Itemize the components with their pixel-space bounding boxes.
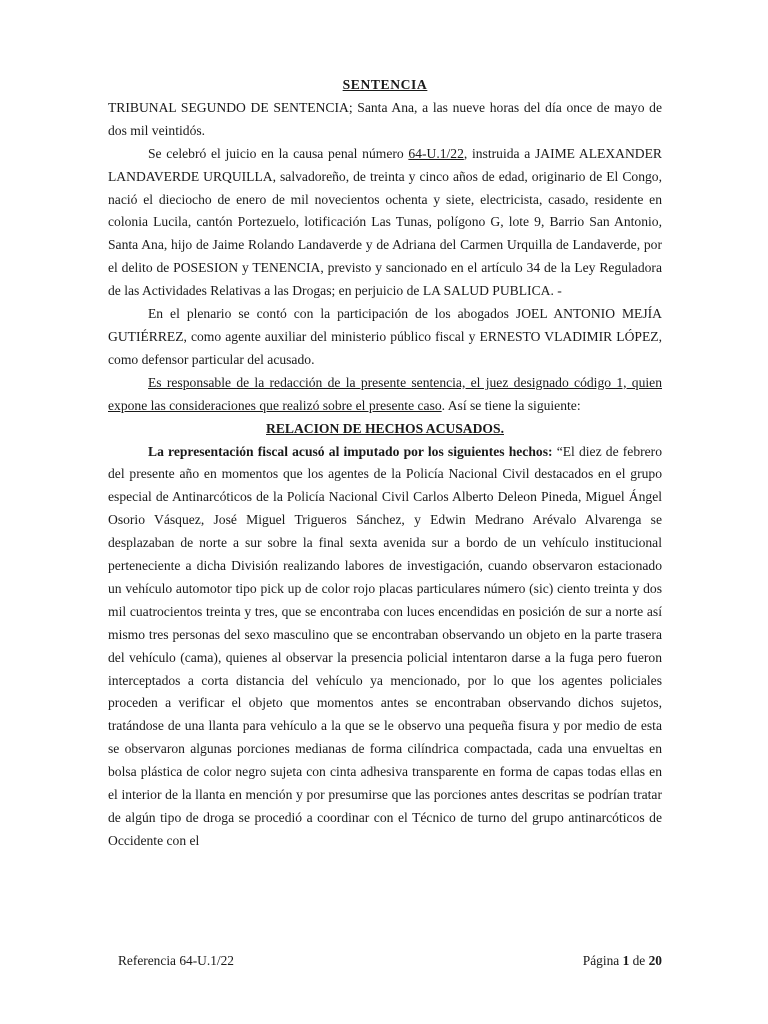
case-number: 64-U.1/22: [408, 145, 464, 161]
facts-lead: La representación fiscal acusó al imputado por los siguientes hechos:: [148, 443, 553, 459]
paragraph-responsible: [108, 372, 662, 418]
page-total: 20: [648, 953, 662, 968]
paragraph-case: [108, 143, 662, 303]
document-title: SENTENCIA: [342, 77, 428, 92]
paragraph-participants: En el plenario se contó con la participación de los abogados JOEL ANTONIO MEJÍA GUTIÉRREZ, como agente auxiliar del ministerio público fiscal y ERNESTO VLADIMIR LÓPEZ, como defensor particular del acusado.: [108, 306, 662, 367]
paragraph-facts: [108, 441, 662, 853]
paragraph-case-intro: Se celebró el juicio en la causa penal número: [148, 145, 409, 161]
document-body: [108, 74, 662, 853]
facts-body: “El diez de febrero del presente año en momentos que los agentes de la Policía Nacional Civil destacados en el grupo especial de Antinarcóticos de la Policía Nacional Civil Carlos Alberto Deleon Pineda, Miguel Ángel Osorio Vásquez, José Miguel Trigueros Sánchez, y Edwin Medrano Arévalo Alvarenga se desplazaban de norte a sur sobre la final sexta avenida sur a bordo de un vehículo institucional perteneciente a dicha División realizando labores de investigación, cuando observaron estacionado un vehículo automotor tipo pick up de color rojo placas particulares número (sic) ciento treinta y dos mil cuatrocientos treinta y tres, que se encontraba con luces encendidas en posición de sur a norte así mismo tres personas del sexo masculino que se encontraban observando un objeto en la parte trasera del vehículo (cama), quienes al observar la presencia policial intentaron darse a la fuga pero fueron interceptados a corta distancia del vehículo ya mencionado, por lo que los agentes policiales proceden a verificar el objeto que momentos antes se encontraban observando dichos sujetos, tratándose de una llanta para vehículo a la que se le observo una pequeña fisura y por medio de esta se observaron algunas porciones medianas de forma cilíndrica compactada, cada una envueltas en bolsa plástica de color negro sujeta con cinta adhesiva transparente en forma de capas todas ellas en el interior de la llanta en mención y por presumirse que las porciones antes descritas se podrían tratar de algún tipo de droga se procedió a coordinar con el Técnico de turno del grupo antinarcóticos de Occidente con el: [108, 443, 663, 848]
page-word: Página: [582, 953, 623, 968]
page-number: 1: [622, 953, 630, 968]
paragraph-case-body: , instruida a JAIME ALEXANDER LANDAVERDE URQUILLA, salvadoreño, de treinta y cinco años de edad, originario de El Congo, nació el dieciocho de enero de mil novecientos ochenta y siete, electricista, casado, residente en colonia Lucila, cantón Portezuelo, lotificación Las Tunas, polígono G, lote 9, Barrio San Antonio, Santa Ana, hijo de Jaime Rolando Landaverde y de Adriana del Carmen Urquilla de Landaverde, por el delito de POSESION y TENENCIA, previsto y sancionado en el artículo 34 de la Ley Reguladora de las Actividades Relativas a las Drogas; en perjuicio de LA SALUD PUBLICA. -: [108, 145, 662, 299]
page-footer: [118, 953, 662, 969]
page-of: de: [629, 953, 649, 968]
page-indicator: [583, 953, 662, 969]
paragraph-tribunal: TRIBUNAL SEGUNDO DE SENTENCIA; Santa Ana, a las nueve horas del día once de mayo de dos mil veintidós.: [108, 99, 662, 138]
section-heading: RELACION DE HECHOS ACUSADOS.: [266, 420, 504, 436]
footer-reference: Referencia 64-U.1/22: [118, 953, 235, 968]
responsible-rest: . Así se tiene la siguiente:: [441, 397, 581, 413]
responsible-judge-text: Es responsable de la redacción de la presente sentencia, el juez designado código 1, quien expone las consideraciones que realizó sobre el presente caso: [108, 374, 662, 413]
